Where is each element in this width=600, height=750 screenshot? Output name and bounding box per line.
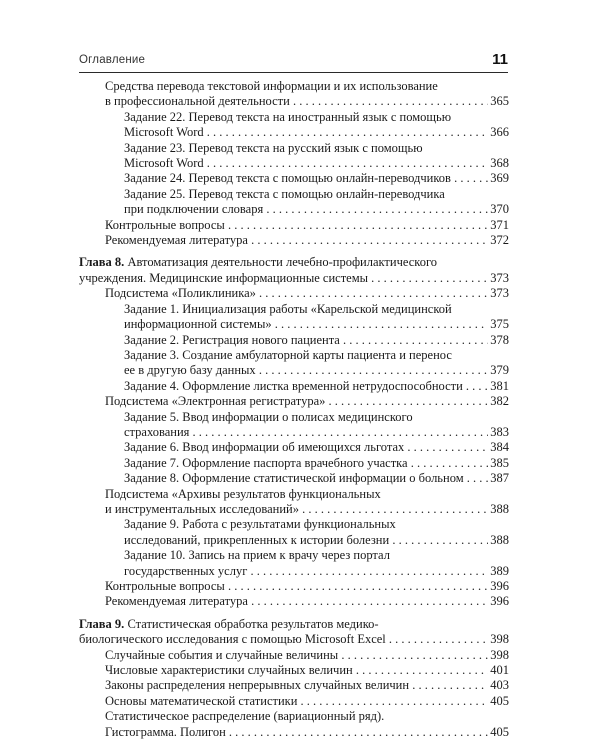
toc-entry-line: исследований, прикрепленных к истории болезни . . . [124,533,488,548]
toc-entry-line: страхования . . . [124,425,488,440]
leader-dots [463,379,488,393]
leader-dots [256,363,489,377]
leader-dots [340,333,488,347]
toc-page-number: 372 [490,233,509,248]
toc-entry-line: Рекомендуемая литература . . . [105,233,488,248]
toc-entry-line: Контрольные вопросы . . . [105,579,488,594]
toc-entry-line: Задание 9. Работа с результатами функциональных [124,517,396,532]
leader-dots [338,648,488,662]
toc-entry-title [124,187,488,218]
leader-dots [353,663,489,677]
toc-entry-line: и инструментальных исследований» . . . [105,502,488,517]
toc-entry-title [124,110,488,141]
toc-entry-title [105,694,488,709]
toc-chapter-entry[interactable] [79,617,509,648]
toc-page-number: 365 [490,94,509,109]
table-of-contents [79,79,509,740]
toc-section-entry[interactable] [79,709,509,740]
leader-dots [226,725,488,739]
toc-task-entry[interactable] [79,333,509,348]
leader-dots [225,218,488,232]
toc-entry-line: Рекомендуемая литература . . . [105,594,488,609]
toc-entry-title [124,348,488,379]
running-header [79,52,508,73]
toc-entry-line: Глава 9. Статистическая обработка результатов медико- [79,616,379,631]
toc-page-number: 371 [490,217,509,232]
toc-entry-line: Средства перевода текстовой информации и их использование [105,79,438,93]
leader-dots [247,564,488,578]
toc-entry-title [105,709,488,740]
toc-entry-line: Задание 10. Запись на прием к врачу через портал [124,548,390,563]
leader-dots [225,579,488,593]
toc-entry-line: Основы математической статистики . . . [105,694,488,709]
leader-dots [189,425,488,439]
toc-entry-title [105,394,488,409]
toc-entry-title [124,141,488,172]
leader-dots [389,533,488,547]
toc-entry-line: Контрольные вопросы . . . [105,218,488,233]
toc-task-entry[interactable] [79,548,509,579]
toc-entry-line: Задание 5. Ввод информации о полисах медицинского [124,409,413,424]
toc-task-entry[interactable] [79,348,509,379]
toc-entry-line: Задание 6. Ввод информации об имеющихся льготах . . . [124,440,488,455]
toc-entry-title [105,233,488,248]
toc-entry-line: Законы распределения непрерывных случайных величин . . . [105,678,488,693]
toc-entry-title [105,79,488,110]
toc-page-number: 369 [490,171,509,186]
toc-page-number: 401 [490,663,509,678]
toc-page-number: 383 [490,424,509,439]
toc-entry-line: Microsoft Word . . . [124,156,488,171]
leader-dots [290,94,488,108]
toc-page-number: 398 [490,632,509,647]
toc-section-entry[interactable] [79,594,509,609]
toc-page-number: 396 [490,579,509,593]
toc-page-number: 398 [490,647,509,662]
toc-page-number: 373 [490,270,509,285]
toc-entry-title [124,471,488,486]
leader-dots [409,678,488,692]
leader-dots [204,125,489,139]
chapter-label: Глава 8. [79,255,125,270]
toc-task-entry[interactable] [79,110,509,141]
toc-section-entry[interactable] [79,394,509,409]
chapter-gap [79,610,509,617]
toc-chapter-entry[interactable] [79,255,509,286]
toc-task-entry[interactable] [79,187,509,218]
toc-task-entry[interactable] [79,302,509,333]
toc-entry-line: Задание 7. Оформление паспорта врачебного участка . . . [124,456,488,471]
toc-page-number: 370 [490,202,509,217]
toc-page-number: 384 [490,440,509,455]
leader-dots [404,440,488,454]
toc-entry-title [79,617,488,648]
toc-task-entry[interactable] [79,171,509,186]
toc-entry-title [105,678,488,693]
leader-dots [368,271,488,285]
leader-dots [204,156,489,170]
toc-entry-title [105,648,488,663]
toc-entry-line: Числовые характеристики случайных величин . . . [105,663,488,678]
toc-entry-title [124,302,488,333]
toc-page-number: 389 [490,563,509,578]
toc-section-entry[interactable] [79,79,509,110]
toc-page-number: 378 [490,332,509,347]
toc-entry-line: в профессиональной деятельности . . . [105,94,488,109]
toc-task-entry[interactable] [79,141,509,172]
toc-entry-line: Задание 1. Инициализация работы «Карельской медицинской [124,301,452,316]
toc-entry-line: Задание 3. Создание амбулаторной карты пациента и перенос [124,347,452,362]
toc-entry-title [105,579,488,594]
toc-task-entry[interactable] [79,410,509,441]
toc-section-entry[interactable] [79,678,509,693]
toc-section-entry[interactable] [79,663,509,678]
toc-section-entry[interactable] [79,579,509,594]
toc-task-entry[interactable] [79,517,509,548]
toc-section-entry[interactable] [79,286,509,301]
toc-page-number: 379 [490,363,509,378]
toc-entry-line: Гистограмма. Полигон . . . [105,725,488,740]
toc-entry-line: биологического исследования с помощью Microsoft Excel . . . [79,632,488,647]
toc-page-number: 385 [490,455,509,470]
toc-page-number: 375 [490,317,509,332]
toc-entry-line: Задание 25. Перевод текста с помощью онлайн-переводчика [124,186,445,201]
toc-entry-line: при подключении словаря . . . [124,202,488,217]
toc-entry-line: Задание 22. Перевод текста на иностранный язык с помощью [124,109,452,124]
toc-task-entry[interactable] [79,471,509,486]
toc-section-entry[interactable] [79,218,509,233]
toc-page-number: 396 [490,594,509,609]
toc-entry-title [124,440,488,455]
toc-page-number: 405 [490,693,509,708]
toc-section-entry[interactable] [79,233,509,248]
toc-entry-line: Задание 8. Оформление статистической информации о больном . . . [124,471,488,486]
leader-dots [248,233,488,247]
toc-entry-title [124,410,488,441]
toc-entry-title [124,517,488,548]
toc-entry-line: Microsoft Word . . . [124,125,488,140]
chapter-gap [79,248,509,255]
toc-task-entry[interactable] [79,440,509,455]
leader-dots [272,317,489,331]
toc-page-number: 387 [490,471,509,486]
toc-entry-line: ее в другую базу данных . . . [124,363,488,378]
leader-dots [256,286,488,300]
toc-entry-title [105,594,488,609]
leader-dots [325,394,488,408]
toc-entry-title [79,255,488,286]
toc-entry-line: учреждения. Медицинские информационные системы . . . [79,271,488,286]
toc-task-entry[interactable] [79,456,509,471]
toc-section-entry[interactable] [79,487,509,518]
leader-dots [386,632,488,646]
toc-page-number: 381 [490,378,509,393]
leader-dots [299,502,488,516]
toc-entry-line: информационной системы» . . . [124,317,488,332]
leader-dots [451,171,488,185]
toc-page-number: 373 [490,286,509,301]
toc-page-number: 388 [490,532,509,547]
toc-page-number: 366 [490,125,509,140]
toc-page-number: 382 [490,394,509,409]
toc-entry-line: Подсистема «Архивы результатов функциональных [105,486,381,501]
header-title: Оглавление [79,54,146,66]
toc-entry-line: Статистическое распределение (вариационный ряд). [105,709,385,724]
toc-entry-title [105,218,488,233]
toc-entry-line: государственных услуг . . . [124,564,488,579]
toc-page-number: 405 [490,724,509,739]
leader-dots [408,456,489,470]
chapter-label: Глава 9. [79,616,125,631]
header-page-number: 11 [492,51,508,68]
toc-section-entry[interactable] [79,648,509,663]
toc-section-entry[interactable] [79,694,509,709]
toc-entry-title [105,286,488,301]
toc-entry-line: Задание 23. Перевод текста на русский язык с помощью [124,140,423,155]
leader-dots [464,471,489,485]
toc-page-number: 403 [490,678,509,693]
toc-entry-title [124,548,488,579]
toc-entry-title [124,456,488,471]
toc-page-number: 388 [490,501,509,516]
leader-dots [297,694,488,708]
toc-entry-line: Задание 2. Регистрация нового пациента . . . [124,333,488,348]
toc-task-entry[interactable] [79,379,509,394]
toc-entry-title [105,487,488,518]
leader-dots [263,202,488,216]
toc-entry-line: Задание 4. Оформление листка временной нетрудоспособности . . . [124,379,488,394]
toc-entry-line: Глава 8. Автоматизация деятельности лечебно-профилактического [79,255,438,270]
toc-page-number: 368 [490,156,509,171]
toc-entry-title [105,663,488,678]
toc-entry-title [124,333,488,348]
leader-dots [248,594,488,608]
toc-entry-title [124,379,488,394]
toc-entry-line: Подсистема «Электронная регистратура» . . . [105,394,488,409]
toc-entry-line: Задание 24. Перевод текста с помощью онлайн-переводчиков . . . [124,171,488,186]
toc-entry-line: Случайные события и случайные величины . . . [105,648,488,663]
toc-entry-line: Подсистема «Поликлиника» . . . [105,286,488,301]
toc-entry-title [124,171,488,186]
